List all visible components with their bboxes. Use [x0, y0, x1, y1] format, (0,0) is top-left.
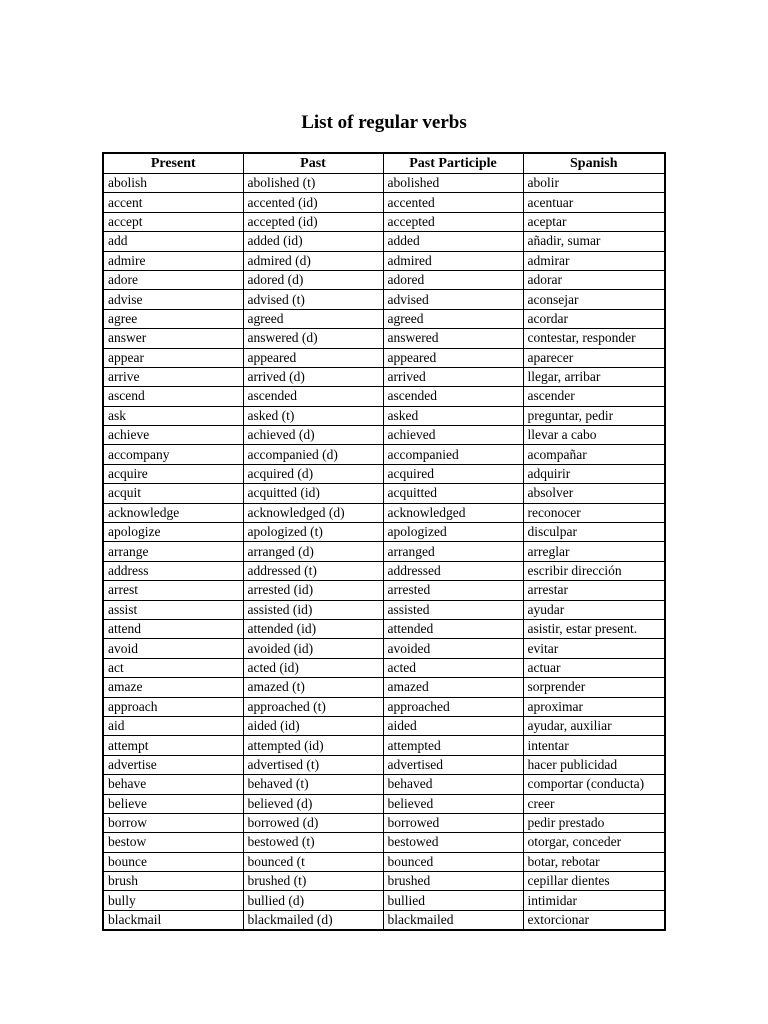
document-title: List of regular verbs: [301, 112, 467, 133]
cell-present: amaze: [103, 678, 243, 697]
cell-past-participle: achieved: [383, 426, 523, 445]
table-row: [103, 813, 665, 832]
cell-present: appear: [103, 348, 243, 367]
cell-past: abolished (t): [243, 174, 383, 193]
cell-present: abolish: [103, 174, 243, 193]
cell-past: arrested (id): [243, 581, 383, 600]
cell-past: answered (d): [243, 329, 383, 348]
regular-verbs-table: [102, 152, 666, 931]
cell-present: attend: [103, 619, 243, 638]
cell-past-participle: assisted: [383, 600, 523, 619]
cell-spanish: disculpar: [523, 523, 665, 542]
cell-past: bullied (d): [243, 891, 383, 910]
cell-spanish: intentar: [523, 736, 665, 755]
cell-present: answer: [103, 329, 243, 348]
cell-past: apologized (t): [243, 523, 383, 542]
cell-past: achieved (d): [243, 426, 383, 445]
cell-present: bestow: [103, 833, 243, 852]
cell-spanish: sorprender: [523, 678, 665, 697]
cell-present: arrive: [103, 367, 243, 386]
cell-spanish: otorgar, conceder: [523, 833, 665, 852]
cell-past: approached (t): [243, 697, 383, 716]
cell-past-participle: attended: [383, 619, 523, 638]
cell-past: attempted (id): [243, 736, 383, 755]
column-header-spanish: Spanish: [523, 153, 665, 174]
cell-present: ask: [103, 406, 243, 425]
cell-past-participle: bestowed: [383, 833, 523, 852]
cell-past-participle: avoided: [383, 639, 523, 658]
cell-past-participle: accented: [383, 193, 523, 212]
cell-past: asked (t): [243, 406, 383, 425]
cell-past: ascended: [243, 387, 383, 406]
cell-past: blackmailed (d): [243, 910, 383, 930]
table-row: [103, 406, 665, 425]
cell-past: bounced (t: [243, 852, 383, 871]
cell-past-participle: acknowledged: [383, 503, 523, 522]
cell-past: adored (d): [243, 270, 383, 289]
table-row: [103, 329, 665, 348]
cell-present: acknowledge: [103, 503, 243, 522]
cell-spanish: ayudar, auxiliar: [523, 716, 665, 735]
cell-past: accompanied (d): [243, 445, 383, 464]
table-row: [103, 736, 665, 755]
table-row: [103, 212, 665, 231]
cell-present: brush: [103, 872, 243, 891]
table-row: [103, 619, 665, 638]
cell-past-participle: agreed: [383, 309, 523, 328]
table-row: [103, 542, 665, 561]
cell-past-participle: addressed: [383, 561, 523, 580]
cell-past: behaved (t): [243, 775, 383, 794]
cell-spanish: comportar (conducta): [523, 775, 665, 794]
cell-past-participle: accompanied: [383, 445, 523, 464]
cell-present: accompany: [103, 445, 243, 464]
cell-past-participle: bullied: [383, 891, 523, 910]
cell-present: agree: [103, 309, 243, 328]
cell-past: agreed: [243, 309, 383, 328]
table-row: [103, 503, 665, 522]
table-row: [103, 833, 665, 852]
cell-spanish: abolir: [523, 174, 665, 193]
cell-spanish: acordar: [523, 309, 665, 328]
cell-past: arranged (d): [243, 542, 383, 561]
cell-past-participle: bounced: [383, 852, 523, 871]
cell-spanish: hacer publicidad: [523, 755, 665, 774]
cell-spanish: aparecer: [523, 348, 665, 367]
cell-past-participle: answered: [383, 329, 523, 348]
table-row: [103, 891, 665, 910]
cell-past: bestowed (t): [243, 833, 383, 852]
cell-past: advertised (t): [243, 755, 383, 774]
table-row: [103, 387, 665, 406]
table-row: [103, 910, 665, 930]
cell-present: apologize: [103, 523, 243, 542]
table-row: [103, 193, 665, 212]
cell-present: believe: [103, 794, 243, 813]
table-header-row: [103, 153, 665, 174]
cell-present: attempt: [103, 736, 243, 755]
cell-spanish: cepillar dientes: [523, 872, 665, 891]
cell-past: accepted (id): [243, 212, 383, 231]
cell-spanish: preguntar, pedir: [523, 406, 665, 425]
cell-past-participle: brushed: [383, 872, 523, 891]
table-body: [103, 174, 665, 931]
table-row: [103, 426, 665, 445]
table-row: [103, 775, 665, 794]
cell-past-participle: borrowed: [383, 813, 523, 832]
cell-past: acquitted (id): [243, 484, 383, 503]
cell-spanish: arreglar: [523, 542, 665, 561]
table-row: [103, 697, 665, 716]
cell-present: assist: [103, 600, 243, 619]
cell-past-participle: adored: [383, 270, 523, 289]
cell-spanish: intimidar: [523, 891, 665, 910]
cell-present: add: [103, 232, 243, 251]
table-row: [103, 523, 665, 542]
cell-past: acted (id): [243, 658, 383, 677]
cell-past: acquired (d): [243, 464, 383, 483]
cell-spanish: escribir dirección: [523, 561, 665, 580]
cell-present: behave: [103, 775, 243, 794]
cell-spanish: adquirir: [523, 464, 665, 483]
cell-spanish: reconocer: [523, 503, 665, 522]
cell-past: advised (t): [243, 290, 383, 309]
table-row: [103, 561, 665, 580]
table-row: [103, 852, 665, 871]
cell-present: bully: [103, 891, 243, 910]
cell-past-participle: blackmailed: [383, 910, 523, 930]
table-row: [103, 290, 665, 309]
cell-present: arrest: [103, 581, 243, 600]
cell-past: amazed (t): [243, 678, 383, 697]
cell-present: adore: [103, 270, 243, 289]
cell-past-participle: acquitted: [383, 484, 523, 503]
cell-past: admired (d): [243, 251, 383, 270]
cell-present: approach: [103, 697, 243, 716]
table-row: [103, 251, 665, 270]
cell-past: assisted (id): [243, 600, 383, 619]
table-row: [103, 716, 665, 735]
table-row: [103, 484, 665, 503]
cell-present: advise: [103, 290, 243, 309]
table-row: [103, 348, 665, 367]
cell-past-participle: acted: [383, 658, 523, 677]
cell-past-participle: asked: [383, 406, 523, 425]
table-row: [103, 658, 665, 677]
cell-past-participle: accepted: [383, 212, 523, 231]
cell-present: aid: [103, 716, 243, 735]
cell-spanish: pedir prestado: [523, 813, 665, 832]
table-row: [103, 445, 665, 464]
cell-spanish: evitar: [523, 639, 665, 658]
cell-past-participle: appeared: [383, 348, 523, 367]
cell-past-participle: ascended: [383, 387, 523, 406]
cell-present: bounce: [103, 852, 243, 871]
cell-past: addressed (t): [243, 561, 383, 580]
cell-spanish: acompañar: [523, 445, 665, 464]
cell-present: accept: [103, 212, 243, 231]
cell-present: ascend: [103, 387, 243, 406]
table-row: [103, 639, 665, 658]
table-row: [103, 174, 665, 193]
cell-present: admire: [103, 251, 243, 270]
cell-spanish: extorcionar: [523, 910, 665, 930]
cell-past-participle: acquired: [383, 464, 523, 483]
cell-past-participle: attempted: [383, 736, 523, 755]
cell-past: believed (d): [243, 794, 383, 813]
cell-past-participle: aided: [383, 716, 523, 735]
table-row: [103, 367, 665, 386]
cell-spanish: asistir, estar present.: [523, 619, 665, 638]
table-row: [103, 755, 665, 774]
cell-past-participle: arranged: [383, 542, 523, 561]
cell-past-participle: arrested: [383, 581, 523, 600]
table-row: [103, 600, 665, 619]
cell-past-participle: approached: [383, 697, 523, 716]
cell-past-participle: arrived: [383, 367, 523, 386]
cell-spanish: absolver: [523, 484, 665, 503]
cell-present: act: [103, 658, 243, 677]
cell-past: borrowed (d): [243, 813, 383, 832]
cell-spanish: llegar, arribar: [523, 367, 665, 386]
cell-past-participle: advised: [383, 290, 523, 309]
cell-past: added (id): [243, 232, 383, 251]
cell-present: achieve: [103, 426, 243, 445]
cell-past: acknowledged (d): [243, 503, 383, 522]
cell-past: aided (id): [243, 716, 383, 735]
table-row: [103, 309, 665, 328]
cell-past: avoided (id): [243, 639, 383, 658]
cell-present: acquit: [103, 484, 243, 503]
table-row: [103, 794, 665, 813]
cell-past-participle: added: [383, 232, 523, 251]
column-header-past: Past: [243, 153, 383, 174]
table-row: [103, 872, 665, 891]
cell-past: appeared: [243, 348, 383, 367]
cell-present: acquire: [103, 464, 243, 483]
cell-present: borrow: [103, 813, 243, 832]
cell-spanish: botar, rebotar: [523, 852, 665, 871]
cell-spanish: actuar: [523, 658, 665, 677]
table-row: [103, 581, 665, 600]
cell-present: accent: [103, 193, 243, 212]
cell-spanish: ayudar: [523, 600, 665, 619]
cell-spanish: adorar: [523, 270, 665, 289]
cell-spanish: acentuar: [523, 193, 665, 212]
table-row: [103, 270, 665, 289]
column-header-present: Present: [103, 153, 243, 174]
cell-spanish: aceptar: [523, 212, 665, 231]
cell-present: advertise: [103, 755, 243, 774]
cell-past: brushed (t): [243, 872, 383, 891]
cell-past-participle: admired: [383, 251, 523, 270]
cell-past-participle: behaved: [383, 775, 523, 794]
cell-spanish: contestar, responder: [523, 329, 665, 348]
cell-spanish: ascender: [523, 387, 665, 406]
cell-past-participle: amazed: [383, 678, 523, 697]
cell-past-participle: abolished: [383, 174, 523, 193]
cell-spanish: arrestar: [523, 581, 665, 600]
cell-spanish: llevar a cabo: [523, 426, 665, 445]
cell-spanish: aproximar: [523, 697, 665, 716]
cell-past-participle: advertised: [383, 755, 523, 774]
cell-spanish: admirar: [523, 251, 665, 270]
cell-spanish: añadir, sumar: [523, 232, 665, 251]
cell-past-participle: apologized: [383, 523, 523, 542]
table-row: [103, 232, 665, 251]
cell-past: attended (id): [243, 619, 383, 638]
cell-past-participle: believed: [383, 794, 523, 813]
cell-past: arrived (d): [243, 367, 383, 386]
table-row: [103, 464, 665, 483]
cell-present: avoid: [103, 639, 243, 658]
cell-past: accented (id): [243, 193, 383, 212]
cell-present: blackmail: [103, 910, 243, 930]
cell-present: address: [103, 561, 243, 580]
cell-present: arrange: [103, 542, 243, 561]
cell-spanish: creer: [523, 794, 665, 813]
cell-spanish: aconsejar: [523, 290, 665, 309]
table-row: [103, 678, 665, 697]
column-header-past-participle: Past Participle: [383, 153, 523, 174]
